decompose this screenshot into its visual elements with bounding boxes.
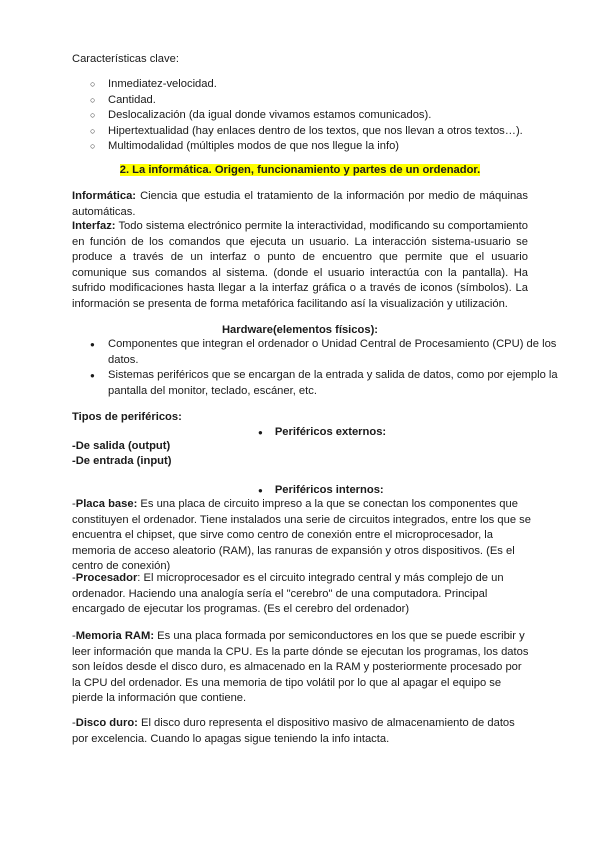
- internal-peripherals-heading: ● Periféricos internos:: [258, 484, 384, 496]
- peripherals-label: Tipos de periféricos:: [72, 411, 182, 423]
- procesador-paragraph: -Procesador: El microprocesador es el circuito integrado central y más complejo de un ordenador. Haciendo una analogía sería el "cerebro" de una computadora. Principal encargado de ejecutar los programas. (Es el cerebro del ordenador): [72, 572, 504, 615]
- disco-duro-paragraph: -Disco duro: El disco duro representa el dispositivo masivo de almacenamiento de datos por excelencia. Cuando lo apagas sigue teniendo la info intacta.: [72, 717, 515, 745]
- section-heading-wrap: [0, 163, 600, 179]
- key-features-label: Características clave:: [72, 53, 179, 65]
- output-peripherals: -De salida (output): [72, 440, 171, 452]
- procesador-text: : El microprocesador es el circuito integrado central y más complejo de un ordenador. Haciendo una analogía sería el "cerebro" de una computadora. Principal encargado de ejecutar los programas. (Es el cerebro del ordenador): [72, 572, 504, 615]
- interfaz-term: Interfaz:: [72, 220, 116, 232]
- list-item: ● Sistemas periféricos que se encargan de la entrada y salida de datos, como por ejemplo la pantalla del monitor, teclado, escáner, etc.: [90, 368, 560, 399]
- interfaz-paragraph: [72, 219, 528, 312]
- list-item: ○ Deslocalización (da igual donde vivamos estamos comunicados).: [90, 108, 540, 124]
- placa-base-term: Placa base:: [75, 498, 138, 510]
- list-item: ○ Inmediatez-velocidad.: [90, 77, 540, 93]
- list-item: ○ Multimodalidad (múltiples modos de que nos llegue la info): [90, 139, 540, 155]
- informatica-paragraph: [72, 189, 528, 220]
- bullet-icon: ●: [258, 428, 263, 437]
- hardware-heading: Hardware(elementos físicos):: [221, 324, 379, 336]
- interfaz-text: Todo sistema electrónico permite la interactividad, modificando su comportamiento en función de los comandos que ejecuta un usuario. La interacción sistema-usuario se produce a través de un interfaz o punto de encuentro que permite que el usuario comunique sus comandos al sistema. (donde el usuario interactúa con la pantalla). Ha sufrido modificaciones hasta llegar a la interfaz gráfica o a través de iconos (símbolos). La información se presenta de forma metafórica facilitando así la visualización y utilización.: [72, 220, 528, 310]
- ram-text: Es una placa formada por semiconductores en los que se puede escribir y leer información que manda la CPU. Es la parte dónde se ejecutan los programas, los datos son leídos desde el disco duro, es almacenado en la RAM y posteriormente procesado por la CPU del ordenador. Es una memoria de tipo volátil por lo que al apagar el equipo se pierde la información que contiene.: [72, 630, 529, 704]
- external-peripherals-heading: ● Periféricos externos:: [258, 426, 387, 438]
- list-item: ● Componentes que integran el ordenador o Unidad Central de Procesamiento (CPU) de los datos.: [90, 337, 560, 368]
- ram-paragraph: -Memoria RAM: Es una placa formada por semiconductores en los que se puede escribir y leer información que manda la CPU. Es la parte dónde se ejecutan los programas, los datos son leídos desde el disco duro, es almacenado en la RAM y posteriormente procesado por la CPU del ordenador. Es una memoria de tipo volátil por lo que al apagar el equipo se pierde la información que contiene.: [72, 630, 529, 704]
- ram-term: Memoria RAM:: [75, 630, 155, 642]
- disco-duro-term: Disco duro:: [75, 717, 138, 729]
- placa-base-paragraph: -Placa base: Es una placa de circuito impreso a la que se conectan los componentes que constituyen el ordenador. Tiene instalados una serie de circuitos integrados, entre los que se encuentra el chipset, que sirve como centro de conexión entre el microprocesador, la memoria de acceso aleatorio (RAM), las ranuras de expansión y otros dispositivos. (Es el centro de conexión): [72, 498, 531, 572]
- key-features-list: [90, 77, 540, 155]
- list-item: ○ Hipertextualidad (hay enlaces dentro de los textos, que nos llevan a otros textos…).: [90, 124, 540, 140]
- bullet-icon: ●: [258, 486, 263, 495]
- informatica-term: Informática:: [72, 190, 137, 202]
- list-item: ○ Cantidad.: [90, 93, 540, 109]
- input-peripherals: -De entrada (input): [72, 455, 172, 467]
- informatica-text: Ciencia que estudia el tratamiento de la información por medio de máquinas automáticas.: [72, 190, 528, 218]
- section-heading: 2. La informática. Origen, funcionamiento y partes de un ordenador.: [119, 164, 481, 176]
- disco-duro-text: El disco duro representa el dispositivo masivo de almacenamiento de datos por excelencia. Cuando lo apagas sigue teniendo la info intacta.: [72, 717, 515, 745]
- placa-base-text: Es una placa de circuito impreso a la que se conectan los componentes que constituyen el ordenador. Tiene instalados una serie de circuitos integrados, entre los que se encuentra el chipset, que sirve como centro de conexión entre el microprocesador, la memoria de acceso aleatorio (RAM), las ranuras de expansión y otros dispositivos. (Es el centro de conexión): [72, 498, 531, 572]
- hardware-list: [90, 337, 560, 399]
- procesador-term: Procesador: [75, 572, 138, 584]
